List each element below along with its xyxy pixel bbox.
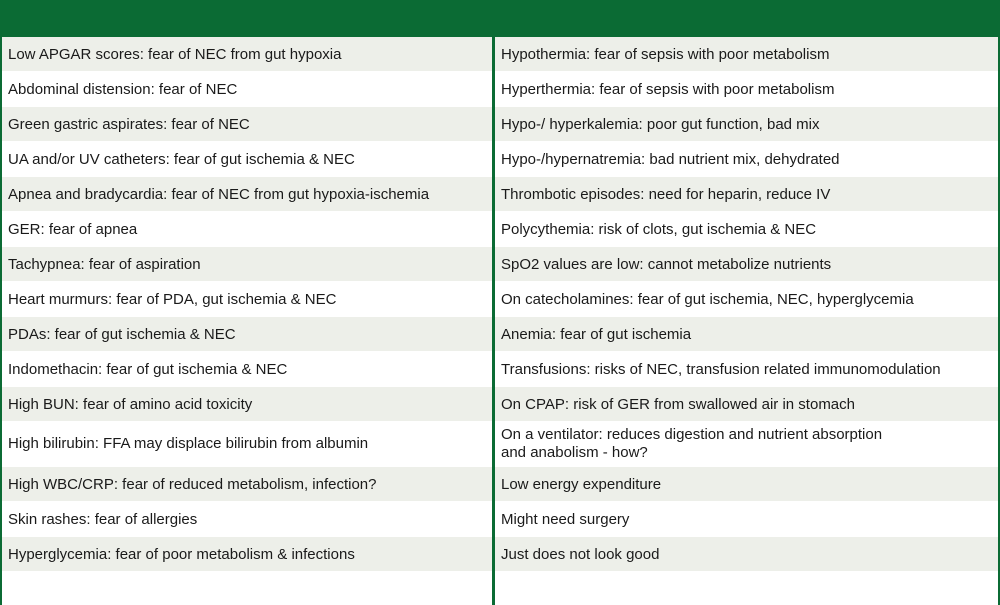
table-row <box>495 422 998 467</box>
row-text: Hypothermia: fear of sepsis with poor metabolism <box>501 45 830 63</box>
row-text: Indomethacin: fear of gut ischemia & NEC <box>8 360 288 378</box>
table-row <box>2 282 492 317</box>
table-row <box>495 537 998 572</box>
row-text: On a ventilator: reduces digestion and nutrient absorption and anabolism - how? <box>501 426 883 461</box>
table-row <box>495 352 998 387</box>
row-text: Tachypnea: fear of aspiration <box>8 255 201 273</box>
row-text: Hypo-/hypernatremia: bad nutrient mix, dehydrated <box>501 150 840 168</box>
row-text: Low energy expenditure <box>501 475 662 493</box>
right-column <box>495 37 998 605</box>
table-row <box>495 387 998 422</box>
table-row <box>2 247 492 282</box>
table-row <box>495 317 998 352</box>
row-text: Heart murmurs: fear of PDA, gut ischemia & NEC <box>8 290 337 308</box>
table-row <box>2 72 492 107</box>
table-row <box>495 142 998 177</box>
row-text: Green gastric aspirates: fear of NEC <box>8 115 250 133</box>
table-row <box>2 387 492 422</box>
row-text: SpO2 values are low: cannot metabolize nutrients <box>501 255 832 273</box>
row-text: Just does not look good <box>501 545 660 563</box>
table-row <box>2 317 492 352</box>
row-text: PDAs: fear of gut ischemia & NEC <box>8 325 236 343</box>
table-row <box>495 467 998 502</box>
table-row <box>495 72 998 107</box>
row-text: High BUN: fear of amino acid toxicity <box>8 395 253 413</box>
table-row <box>2 537 492 572</box>
row-text: Apnea and bradycardia: fear of NEC from gut hypoxia-ischemia <box>8 185 430 203</box>
table-row <box>2 467 492 502</box>
table-row <box>2 107 492 142</box>
row-text: UA and/or UV catheters: fear of gut ischemia & NEC <box>8 150 355 168</box>
row-text: GER: fear of apnea <box>8 220 138 238</box>
row-text: Skin rashes: fear of allergies <box>8 510 198 528</box>
row-text: Might need surgery <box>501 510 630 528</box>
row-text: Polycythemia: risk of clots, gut ischemia & NEC <box>501 220 817 238</box>
row-text: High WBC/CRP: fear of reduced metabolism, infection? <box>8 475 377 493</box>
table-row <box>495 212 998 247</box>
table-row-empty <box>2 572 492 605</box>
table-row <box>495 282 998 317</box>
table-row <box>2 502 492 537</box>
table-row-empty <box>495 572 998 605</box>
table-row <box>495 502 998 537</box>
table-row <box>495 37 998 72</box>
row-text: Abdominal distension: fear of NEC <box>8 80 238 98</box>
row-text: Hyperthermia: fear of sepsis with poor metabolism <box>501 80 835 98</box>
row-text: On catecholamines: fear of gut ischemia, NEC, hyperglycemia <box>501 290 914 308</box>
table-row <box>2 422 492 467</box>
row-text: High bilirubin: FFA may displace bilirubin from albumin <box>8 435 369 452</box>
row-text: Anemia: fear of gut ischemia <box>501 325 692 343</box>
row-text: Hyperglycemia: fear of poor metabolism & infections <box>8 545 355 563</box>
header-bar <box>2 0 998 37</box>
left-column <box>2 37 492 605</box>
table-row <box>2 142 492 177</box>
table-row <box>2 177 492 212</box>
row-text: Transfusions: risks of NEC, transfusion related immunomodulation <box>501 360 941 378</box>
table-row <box>2 37 492 72</box>
row-text: Thrombotic episodes: need for heparin, reduce IV <box>501 185 831 203</box>
row-text: Low APGAR scores: fear of NEC from gut hypoxia <box>8 45 342 63</box>
row-text: On CPAP: risk of GER from swallowed air in stomach <box>501 395 855 413</box>
table-row <box>2 352 492 387</box>
table-row <box>495 107 998 142</box>
table-row <box>495 247 998 282</box>
table-row <box>495 177 998 212</box>
row-text: Hypo-/ hyperkalemia: poor gut function, bad mix <box>501 115 820 133</box>
table-row <box>2 212 492 247</box>
